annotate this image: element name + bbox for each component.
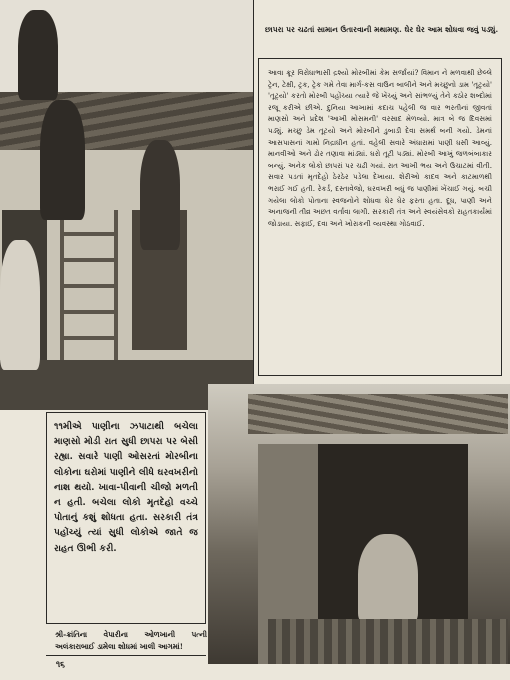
photo-person-standing <box>0 240 40 370</box>
top-photo-caption: છાપરા પર ચઢતાં સામાન ઉતારવાની મથામણ. ઘેર ઘેર આમ શોધવા જવું પડ્યું. <box>265 25 499 34</box>
photo-woman-in-ruins <box>208 384 510 664</box>
photo-ladder <box>60 210 118 380</box>
photo-rescue-on-roof <box>0 0 253 410</box>
photo-rubble <box>268 619 508 664</box>
divider-footer <box>46 655 206 656</box>
photo-broken-roof <box>248 394 508 434</box>
flood-account-text: ૧૧મીએ પાણીના ઝપાટાથી બચેલા માણસો મોડી રાત સુધી છાપરા પર બેસી રહ્યા. સવારે પાણી ઓસરતાં મોરબીના લોકોના ઘરોમાં પાણીને લીધે ઘરવખરીનો નાશ થયો. ખાવા-પીવાની ચીજો મળતી ન હતી. બચેલા લોકો મૃતદેહો વચ્ચે પોતાનું કશું શોધતા હતા. સરકારી તંત્ર પહોંચ્યું ત્યાં સુધી લોકોએ જાતે જ રાહત ઊભી કરી. <box>46 412 206 624</box>
photo-person-on-ladder <box>40 100 85 220</box>
photo-person-climbing <box>140 140 180 250</box>
photo-seated-woman <box>358 534 418 624</box>
main-article-text: આવા ક્રૂર વિરોધાભાસી દ્રશ્યો મોરબીમાં કેમ સર્જાયાં? વિમાન ને મળવાથી છેલ્લે ટ્રેન, ટેક્ષી, ટ્રક, ટ્રેક ગમે તેવા માર્ગ-કસ વાઉન બાલીને અને મચ્છુનો ડામ 'તૂટ્યો' 'તૂટ્યો' કરતો મોરબી પહોંચ્યા ત્યારે જે ખેંચ્યું અને સાંભળ્યું તેને કઠોર શબ્દોમાં રજૂ કરીએ છીએ. દુનિયા આખામાં કદાચ પહેલી જ વાર ભરતીનાં જીવતાં માણસો અને પ્રદેશ 'આખી મોસમની' વરસાદ મેળવ્યો. માત્ર બે જ દિવસમાં પડ્યું. મચ્છુ ડેમ તૂટયો અને મોરબીને ડુબાડી દેવા સમર્થ બની ગયો. ડેમનાં આસપાસનાં ગામો નિદ્રાધીન હતાં. વહેલી સવારે અંધારામાં પાણી ધસી આવ્યું. માનવીઓ અને ઢોર તણાવા માંડ્યાં. ઘરો તૂટી પડ્યાં. મોરબી આખું જળબંબાકાર બન્યું. અનેક લોકો છાપરાં પર ચઢી ગયાં. રાત આખી ભય અને ઉચાટમાં વીતી. સવાર પડતાં મૃતદેહો ઠેરઠેર પડેલા દેખાયા. શેરીઓ કાદવ અને કાટમાળથી ભરાઈ ગઈ હતી. રેકર્ડ, દસ્તાવેજો, ઘરવખરી બધું જ પાણીમાં ખેંચાઈ ગયું. બચી ગયેલા લોકો પોતાના સ્વજનોને શોધવા ઘેર ઘેર ફરતા હતા. દૂધ, પાણી અને અનાજની તીવ્ર અછત વર્તાવા લાગી. સરકારી તંત્ર અને સ્વયંસેવકો રાહતકાર્યમાં જોડાયા. સફાઈ, દવા અને ખોરાકની વ્યવસ્થા ગોઠવાઈ. <box>258 58 502 376</box>
page-number: ૧૬ <box>56 660 65 670</box>
divider-vertical-top <box>253 0 254 410</box>
photo-person-on-roof <box>18 10 58 100</box>
bottom-photo-caption: શ્રી-ક્રાંતિના વેપારીના ઓળખાની પત્ની અલંકારાબાઈ ડામેલા શોધમાં ખાલી આગમાં! <box>55 630 207 651</box>
